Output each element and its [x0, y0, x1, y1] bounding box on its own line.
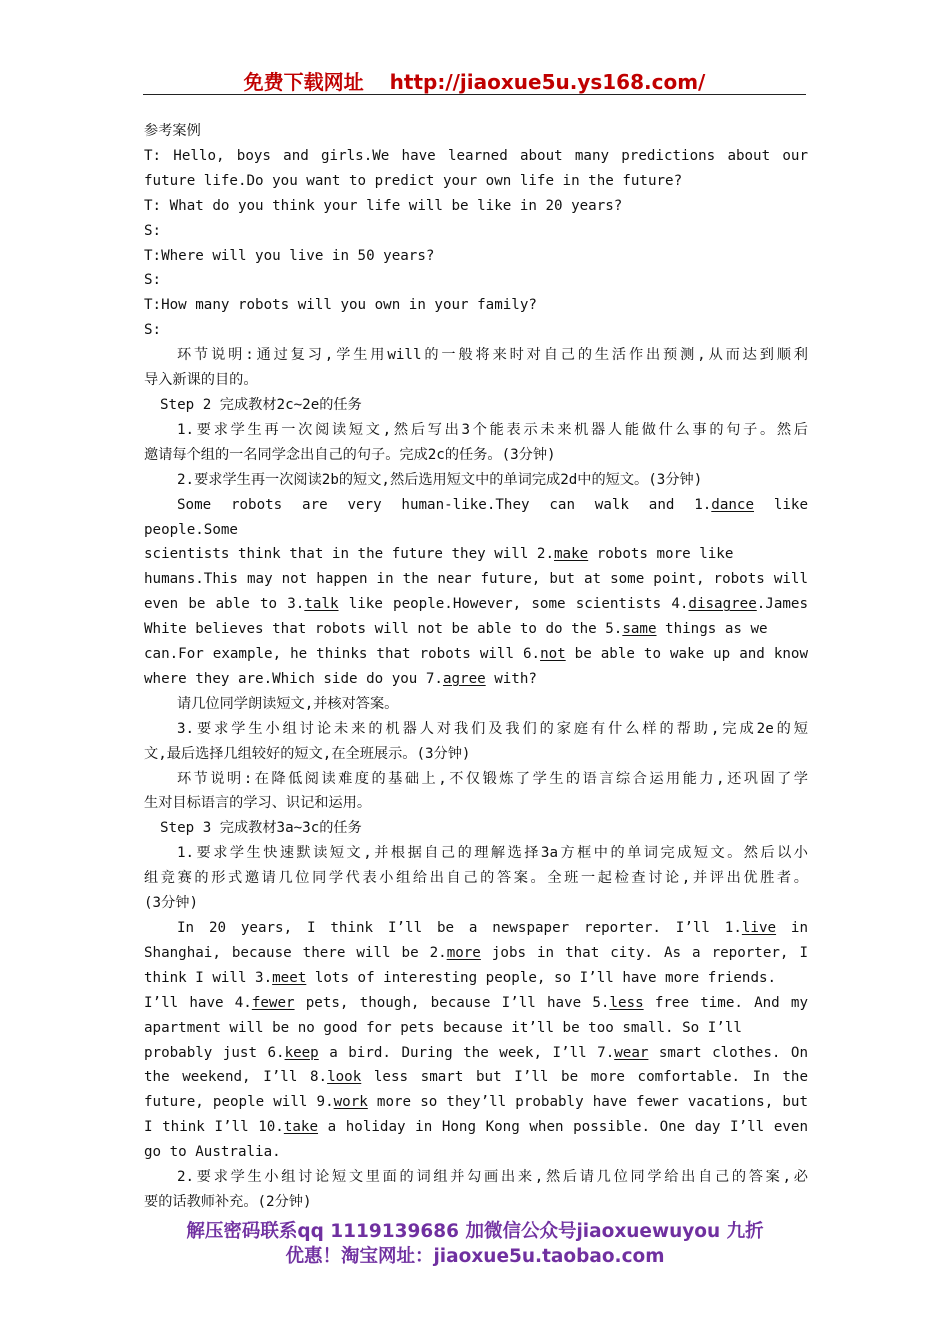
answer-blank: not: [540, 646, 566, 663]
answer-blank: more: [446, 944, 481, 961]
header-divider: [143, 94, 806, 95]
header-label: 免费下载网址: [243, 70, 364, 94]
passage-line: [144, 966, 808, 991]
step2-check: 请几位同学朗读短文,并核对答案。: [177, 695, 399, 712]
passage-line: [144, 542, 808, 567]
passage-text: Some robots are very human-like.They can walk and 1.: [177, 496, 712, 513]
step3-task2-line: 2.要求学生小组讨论短文里面的词组并勾画出来,然后请几位同学给出自己的答案,必: [177, 1169, 808, 1186]
step3-heading: Step 3 完成教材3a~3c的任务: [160, 820, 362, 837]
step3-task1-line: (3分钟): [144, 895, 198, 912]
passage-text: in: [776, 920, 809, 936]
passage-text: where they are.Which side do you 7.: [144, 670, 443, 687]
step2-task2: 2.要求学生再一次阅读2b的短文,然后选用短文中的单词完成2d中的短文。(3分钟): [177, 471, 703, 488]
step2-task1-line: 邀请每个组的一名同学念出自己的句子。完成2c的任务。(3分钟): [144, 446, 556, 463]
header-url-link[interactable]: http://jiaoxue5u.ys168.com/: [389, 70, 706, 94]
passage-line: [144, 991, 808, 1016]
dialogue-line: S:: [144, 322, 162, 339]
passage-text: even be able to 3.: [144, 596, 305, 613]
passage-text: .James: [756, 596, 809, 613]
page-footer: [100, 1219, 850, 1269]
passage-text: can.For example, he thinks that robots will 6.: [144, 646, 541, 663]
dialogue-line: T: What do you think your life will be like in 20 years?: [144, 197, 623, 214]
passage-line: [144, 916, 808, 941]
passage-text: robots more like: [588, 546, 734, 563]
passage-text: I’ll have 4.: [144, 994, 252, 1011]
answer-blank: agree: [442, 670, 486, 687]
dialogue-line: T: Hello, boys and girls.We have learned about many predictions about our: [144, 147, 808, 164]
passage-line: [144, 617, 808, 642]
passage-text: like people.Some: [144, 496, 808, 538]
passage-text: In 20 years, I think I’ll be a newspaper reporter. I’ll 1.: [177, 920, 742, 936]
answer-blank: disagree: [688, 596, 757, 613]
answer-blank: dance: [711, 496, 755, 513]
answer-blank: make: [554, 546, 589, 563]
passage-line: [144, 1115, 808, 1140]
answer-blank: look: [327, 1069, 362, 1086]
intro-note-line: 环节说明:通过复习,学生用will的一般将来时对自己的生活作出预测,从而达到顺利: [177, 347, 808, 364]
passage-text: a bird. During the week, I’ll 7.: [318, 1044, 615, 1061]
passage-line: [144, 667, 808, 692]
page-header: [143, 66, 806, 96]
answer-blank: take: [283, 1119, 319, 1136]
answer-blank: wear: [614, 1044, 649, 1061]
passage-text: the weekend, I’ll 8.: [144, 1069, 328, 1086]
document-body: [144, 119, 808, 1215]
passage-line: [144, 941, 808, 966]
passage-text: think I will 3.: [144, 969, 273, 986]
answer-blank: work: [333, 1094, 368, 1111]
answer-blank: live: [741, 920, 777, 936]
passage-text: free time. And my: [643, 994, 809, 1011]
passage-text: White believes that robots will not be able to do the 5.: [144, 621, 623, 638]
passage-text: jobs in that city. As a reporter, I: [480, 944, 808, 961]
step2-task3-line: 文,最后选择几组较好的短文,在全班展示。(3分钟): [144, 745, 471, 762]
footer-line: 解压密码联系qq 1119139686 加微信公众号jiaoxuewuyou 九折: [186, 1221, 764, 1242]
step2-task3-line: 3.要求学生小组讨论未来的机器人对我们及我们的家庭有什么样的帮助,完成2e的短: [177, 720, 808, 737]
dialogue-line: S:: [144, 272, 162, 289]
step2-note-line: 环节说明:在降低阅读难度的基础上,不仅锻炼了学生的语言综合运用能力,还巩固了学: [177, 770, 808, 787]
passage-text: like people.However, some scientists 4.: [338, 596, 689, 613]
answer-blank: same: [622, 621, 657, 638]
passage-text: be able to wake up and know: [565, 646, 808, 663]
passage-line: [144, 1065, 808, 1090]
passage-text: things as we: [656, 621, 768, 638]
passage-line: [144, 642, 808, 667]
passage-text: scientists think that in the future they will 2.: [144, 546, 554, 563]
answer-blank: keep: [284, 1044, 319, 1061]
section-title: 参考案例: [144, 123, 201, 139]
passage-line: go to Australia.: [144, 1144, 281, 1161]
passage-line: [144, 1090, 808, 1115]
passage-text: with?: [485, 670, 537, 687]
passage-text: probably just 6.: [144, 1044, 285, 1061]
intro-note-line: 导入新课的目的。: [144, 372, 258, 389]
passage-line: [144, 493, 808, 543]
step2-note-line: 生对目标语言的学习、识记和运用。: [144, 795, 372, 812]
passage-line: apartment will be no good for pets because it’ll be too small. So I’ll: [144, 1019, 742, 1036]
answer-blank: talk: [304, 596, 339, 613]
step3-task1-line: 组竞赛的形式邀请几位同学代表小组给出自己的答案。全班一起检查讨论,并评出优胜者。: [144, 870, 808, 887]
step2-passage: [144, 493, 808, 692]
passage-text: a holiday in Hong Kong when possible. One day I’ll even: [318, 1119, 808, 1136]
passage-text: smart clothes. On: [648, 1044, 808, 1061]
passage-text: less smart but I’ll be more comfortable. In the: [361, 1069, 808, 1086]
dialogue-line: T:Where will you live in 50 years?: [144, 247, 435, 264]
passage-line: [144, 1041, 808, 1066]
passage-line: humans.This may not happen in the near future, but at some point, robots will: [144, 571, 808, 588]
step3-passage: [144, 916, 808, 1165]
answer-blank: meet: [272, 969, 307, 986]
passage-text: lots of interesting people, so I’ll have more friends.: [306, 969, 777, 986]
passage-text: pets, though, because I’ll have 5.: [294, 994, 610, 1011]
step2-task1-line: 1.要求学生再一次阅读短文,然后写出3个能表示未来机器人能做什么事的句子。然后: [177, 421, 808, 438]
passage-line: [144, 592, 808, 617]
dialogue-line: T:How many robots will you own in your family?: [144, 297, 537, 314]
passage-text: I think I’ll 10.: [144, 1119, 284, 1136]
passage-text: Shanghai, because there will be 2.: [144, 944, 447, 961]
answer-blank: less: [609, 994, 644, 1011]
step3-task2-line: 要的话教师补充。(2分钟): [144, 1193, 312, 1210]
passage-text: more so they’ll probably have fewer vacations, but: [367, 1094, 809, 1111]
footer-line: 优惠！淘宝网址：jiaoxue5u.taobao.com: [285, 1246, 665, 1267]
step2-heading: Step 2 完成教材2c~2e的任务: [160, 396, 362, 413]
dialogue-line: S:: [144, 222, 162, 239]
dialogue-line: future life.Do you want to predict your own life in the future?: [144, 172, 683, 189]
step3-task1-line: 1.要求学生快速默读短文,并根据自己的理解选择3a方框中的单词完成短文。然后以小: [177, 845, 808, 862]
passage-text: future, people will 9.: [144, 1094, 334, 1111]
answer-blank: fewer: [251, 994, 295, 1011]
